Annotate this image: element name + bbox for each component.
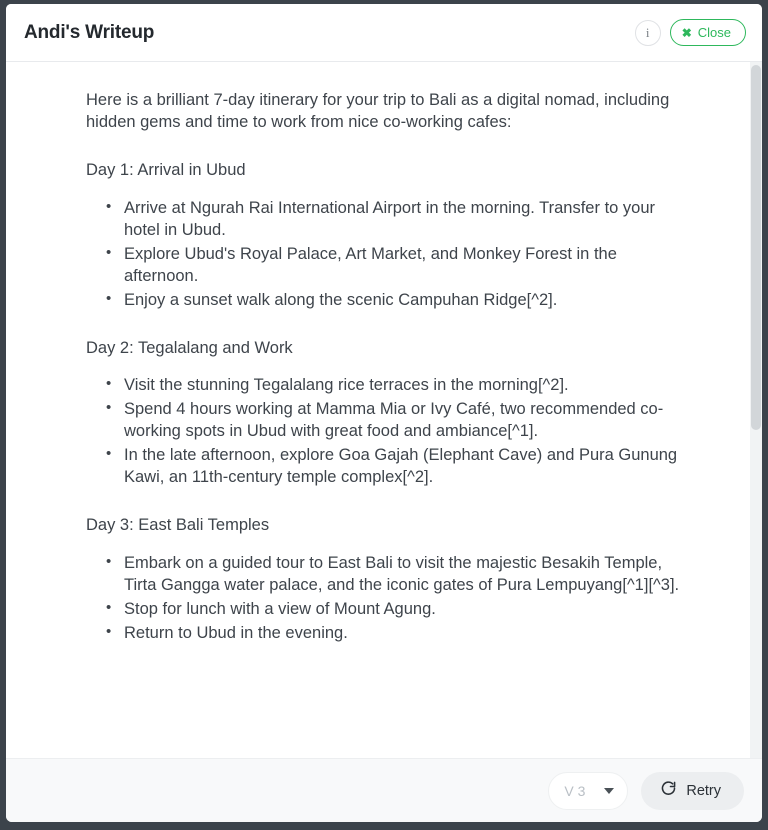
list-item: • Explore Ubud's Royal Palace, Art Market, and Monkey Forest in the afternoon. [124,244,688,288]
list-item: • Visit the stunning Tegalalang rice terraces in the morning[^2]. [124,375,688,397]
section-heading: Day 2: Tegalalang and Work [86,338,293,357]
list-item: • Spend 4 hours working at Mamma Mia or Ivy Café, two recommended co-working spots in Ubud with great food and ambiance[^1]. [124,399,688,443]
chevron-down-icon [604,788,614,794]
section-heading: Day 3: East Bali Temples [86,516,270,535]
close-button-label: Close [697,25,731,40]
refresh-icon [660,780,677,801]
version-select-value: V 3 [564,782,586,799]
list-item: • Arrive at Ngurah Rai International Airport in the morning. Transfer to your hotel in Ubud. [124,198,688,242]
list-item: • Stop for lunch with a view of Mount Agung. [124,599,688,621]
vertical-scrollbar[interactable] [750,62,762,758]
list-item: • Enjoy a sunset walk along the scenic Campuhan Ridge[^2]. [124,290,688,312]
info-icon-label: i [645,24,650,40]
writeup-modal [6,4,762,822]
section-heading: Day 1: Arrival in Ubud [86,160,246,179]
writeup-scroll-area[interactable] [6,62,750,758]
info-icon[interactable] [635,20,661,46]
modal-header [6,4,762,62]
list-item: • Return to Ubud in the evening. [124,623,688,645]
header-actions [635,19,746,46]
section-list [86,553,688,645]
retry-button-label: Retry [686,782,721,799]
list-item: • Embark on a guided tour to East Bali to visit the majestic Besakih Temple, Tirta Gangga water palace, and the iconic gates of Pura Lempuyang[^1][^3]. [124,553,688,597]
section-list [86,198,688,312]
section-list [86,375,688,489]
writeup-content [6,62,750,691]
page-title: Andi's Writeup [24,21,155,43]
list-item: • In the late afternoon, explore Goa Gajah (Elephant Cave) and Pura Gunung Kawi, an 11th-century temple complex[^2]. [124,445,688,489]
retry-button[interactable] [641,772,744,810]
close-x-icon: ✖ [681,25,692,40]
modal-footer [6,758,762,822]
scrollbar-thumb[interactable] [751,65,761,430]
version-select[interactable] [548,772,628,810]
modal-body [6,62,762,758]
intro-paragraph: Here is a brilliant 7-day itinerary for your trip to Bali as a digital nomad, including hidden gems and time to work from nice co-working cafes: [86,91,670,131]
close-button[interactable] [670,19,746,46]
